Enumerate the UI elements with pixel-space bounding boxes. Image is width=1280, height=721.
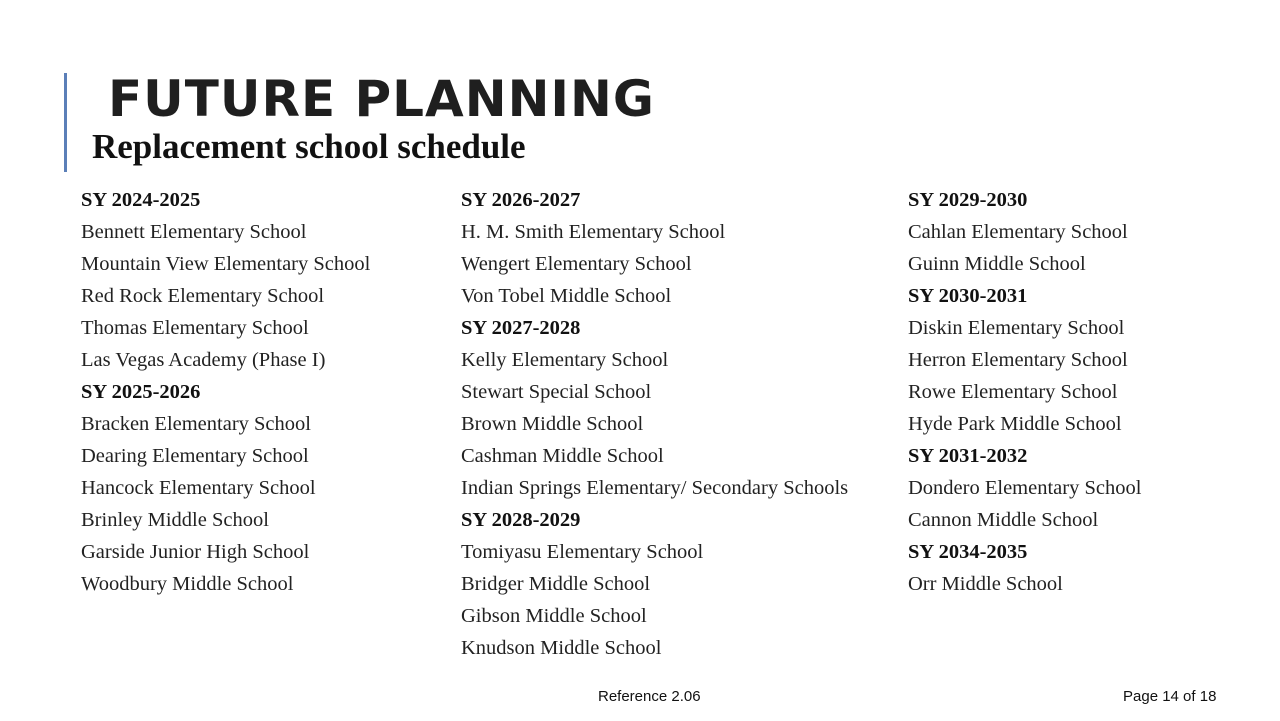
- school-name: Dearing Elementary School: [81, 445, 309, 467]
- school-name: Wengert Elementary School: [461, 253, 692, 275]
- school-name: Cashman Middle School: [461, 445, 664, 467]
- school-year-heading: SY 2025-2026: [81, 381, 201, 403]
- school-name: Hyde Park Middle School: [908, 413, 1122, 435]
- school-name: Gibson Middle School: [461, 605, 647, 627]
- school-name: Las Vegas Academy (Phase I): [81, 349, 326, 371]
- school-name: Bennett Elementary School: [81, 221, 307, 243]
- school-name: Mountain View Elementary School: [81, 253, 371, 275]
- school-year-heading: SY 2028-2029: [461, 509, 581, 531]
- schedule-column-2: [461, 184, 848, 664]
- school-year-heading: SY 2031-2032: [908, 445, 1028, 467]
- school-name: Woodbury Middle School: [81, 573, 294, 595]
- schedule-column-3: [908, 184, 1141, 600]
- school-name: Diskin Elementary School: [908, 317, 1125, 339]
- accent-bar: [64, 73, 67, 172]
- school-name: Brinley Middle School: [81, 509, 269, 531]
- school-name: Von Tobel Middle School: [461, 285, 672, 307]
- school-name: Tomiyasu Elementary School: [461, 541, 704, 563]
- page-subtitle: Replacement school schedule: [92, 127, 526, 166]
- school-name: Guinn Middle School: [908, 253, 1086, 275]
- school-year-heading: SY 2024-2025: [81, 189, 201, 211]
- school-name: Garside Junior High School: [81, 541, 310, 563]
- school-name: Herron Elementary School: [908, 349, 1128, 371]
- school-name: Rowe Elementary School: [908, 381, 1118, 403]
- school-year-heading: SY 2026-2027: [461, 189, 581, 211]
- page-title: FUTURE PLANNING: [108, 70, 655, 128]
- school-name: Bracken Elementary School: [81, 413, 311, 435]
- school-name: Cahlan Elementary School: [908, 221, 1128, 243]
- school-name: Brown Middle School: [461, 413, 644, 435]
- school-name: Kelly Elementary School: [461, 349, 669, 371]
- school-year-heading: SY 2027-2028: [461, 317, 581, 339]
- footer-reference: Reference 2.06: [598, 688, 701, 705]
- school-year-heading: SY 2034-2035: [908, 541, 1028, 563]
- school-name: H. M. Smith Elementary School: [461, 221, 726, 243]
- school-name: Stewart Special School: [461, 381, 652, 403]
- school-year-heading: SY 2029-2030: [908, 189, 1028, 211]
- school-name: Red Rock Elementary School: [81, 285, 325, 307]
- school-name: Bridger Middle School: [461, 573, 651, 595]
- footer-page-number: Page 14 of 18: [1123, 688, 1217, 705]
- school-name: Dondero Elementary School: [908, 477, 1142, 499]
- school-name: Cannon Middle School: [908, 509, 1099, 531]
- school-year-heading: SY 2030-2031: [908, 285, 1028, 307]
- school-name: Orr Middle School: [908, 573, 1063, 595]
- school-name: Thomas Elementary School: [81, 317, 309, 339]
- schedule-column-1: [81, 184, 370, 600]
- school-name: Knudson Middle School: [461, 637, 662, 659]
- school-name: Indian Springs Elementary/ Secondary Schools: [461, 477, 849, 499]
- school-name: Hancock Elementary School: [81, 477, 316, 499]
